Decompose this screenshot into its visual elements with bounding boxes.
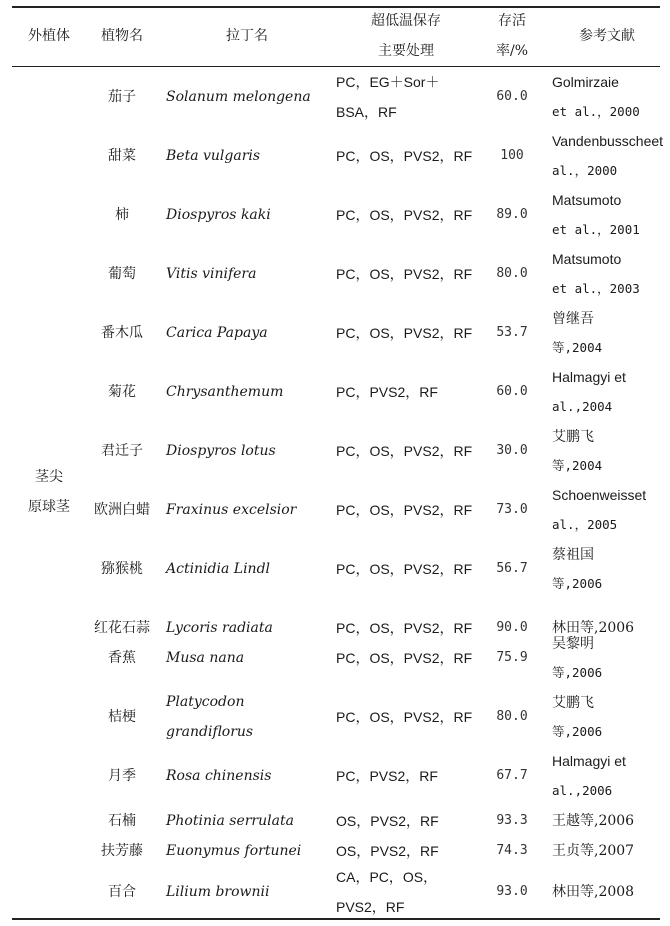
reference-line2: et al.，2003 xyxy=(552,281,640,296)
treatment-line2: BSA，RF xyxy=(336,104,397,120)
reference-line2: al.,2006 xyxy=(552,783,613,798)
survival-rate-cell: 67.7 xyxy=(496,768,528,783)
plant-name-cell: 茄子 xyxy=(108,89,136,105)
latin-name-line1: Platycodon xyxy=(166,694,245,710)
plant-name-cell: 菊花 xyxy=(108,384,136,400)
treatment-cell: PC，OS，PVS2，RF xyxy=(336,266,473,282)
latin-name-cell: Rosa chinensis xyxy=(166,768,272,784)
plant-name-cell: 石楠 xyxy=(108,813,136,829)
plant-name-cell: 柿 xyxy=(115,207,129,223)
treatment-cell: PC，PVS2，RF xyxy=(336,768,438,784)
treatment-cell xyxy=(336,67,476,127)
latin-name-cell: Musa nana xyxy=(166,650,245,666)
reference-cell xyxy=(552,244,670,304)
reference-cell xyxy=(552,746,670,806)
explant-line2: 原球茎 xyxy=(28,499,70,515)
reference-line2: et al.，2001 xyxy=(552,222,640,237)
reference-line2: 等,2006 xyxy=(552,724,603,739)
latin-name-cell: Lycoris radiata xyxy=(166,620,273,636)
reference-line2: 等,2004 xyxy=(552,340,603,355)
treatment-cell: PC，OS，PVS2，RF xyxy=(336,207,473,223)
treatment-cell xyxy=(336,862,476,922)
latin-name-cell: Euonymus fortunei xyxy=(166,843,302,859)
reference-line1: 艾鹏飞 xyxy=(552,428,594,444)
reference-line1: Golmirzaie xyxy=(552,74,619,90)
treatment-cell: PC，OS，PVS2，RF xyxy=(336,443,473,459)
latin-name-cell: Diospyros lotus xyxy=(166,443,276,459)
header-survival-line2: 率/% xyxy=(495,43,529,59)
reference-line2: al.,2004 xyxy=(552,399,613,414)
reference-line1: 蔡祖国 xyxy=(552,546,594,562)
header-treatment-line1: 超低温保存 xyxy=(371,13,441,29)
plant-name-cell: 君迁子 xyxy=(101,443,143,459)
header-survival-line1: 存活 xyxy=(498,13,526,29)
latin-name-cell: Solanum melongena xyxy=(166,89,311,105)
survival-rate-cell: 53.7 xyxy=(496,325,528,340)
treatment-cell: PC，OS，PVS2，RF xyxy=(336,325,473,341)
reference-cell xyxy=(552,480,670,540)
treatment-cell: PC，OS，PVS2，RF xyxy=(336,650,473,666)
plant-name-cell: 月季 xyxy=(108,768,136,784)
latin-name-cell: Beta vulgaris xyxy=(166,148,261,164)
reference-cell xyxy=(552,185,670,245)
reference-cell xyxy=(552,303,670,363)
survival-rate-cell: 73.0 xyxy=(496,502,528,517)
treatment-line2: PVS2，RF xyxy=(336,899,405,915)
survival-rate-cell: 56.7 xyxy=(496,561,528,576)
survival-rate-cell: 30.0 xyxy=(496,443,528,458)
latin-name-cell: Actinidia Lindl xyxy=(166,561,271,577)
plant-name-cell: 香蕉 xyxy=(108,650,136,666)
plant-name-cell: 甜菜 xyxy=(108,148,136,164)
reference-line2: al.，2000 xyxy=(552,163,618,178)
survival-rate-cell: 93.3 xyxy=(496,813,528,828)
plant-name-cell: 扶芳藤 xyxy=(101,843,143,859)
latin-name-line2: grandiflorus xyxy=(166,724,254,740)
reference-line1: Halmagyi et xyxy=(552,753,626,769)
survival-rate-cell: 100 xyxy=(500,148,524,163)
reference-cell xyxy=(552,362,670,422)
treatment-cell: PC，OS，PVS2，RF xyxy=(336,709,473,725)
reference-line1: Matsumoto xyxy=(552,192,622,208)
latin-name-cell: Chrysanthemum xyxy=(166,384,284,400)
latin-name-cell: Fraxinus excelsior xyxy=(166,502,297,518)
reference-line1: Halmagyi et xyxy=(552,369,626,385)
reference-cell xyxy=(552,687,670,747)
survival-rate-cell: 89.0 xyxy=(496,207,528,222)
survival-rate-cell: 75.9 xyxy=(496,650,528,665)
plant-name-cell: 桔梗 xyxy=(108,709,136,725)
reference-cell: 林田等,2006 xyxy=(552,620,635,636)
reference-line1: 吴黎明 xyxy=(552,635,594,651)
reference-cell: 王贞等,2007 xyxy=(552,843,635,859)
latin-name-cell: Diospyros kaki xyxy=(166,207,271,223)
plant-name-cell: 番木瓜 xyxy=(101,325,143,341)
header-explant: 外植体 xyxy=(28,28,70,44)
reference-cell xyxy=(552,126,670,186)
header-survival xyxy=(484,6,540,66)
explant-line1: 茎尖 xyxy=(35,469,63,485)
reference-line1: Vandenbusscheet xyxy=(552,133,664,149)
treatment-cell: PC，OS，PVS2，RF xyxy=(336,620,473,636)
header-plant: 植物名 xyxy=(101,28,143,44)
reference-line2: 等,2006 xyxy=(552,576,603,591)
reference-cell xyxy=(552,67,670,127)
survival-rate-cell: 60.0 xyxy=(496,384,528,399)
treatment-cell: PC，OS，PVS2，RF xyxy=(336,502,473,518)
plant-name-cell: 欧洲白蜡 xyxy=(94,502,150,518)
reference-cell xyxy=(552,539,670,599)
treatment-cell: PC，OS，PVS2，RF xyxy=(336,148,473,164)
reference-cell: 林田等,2008 xyxy=(552,884,635,900)
reference-line1: Matsumoto xyxy=(552,251,622,267)
reference-line2: 等,2004 xyxy=(552,458,603,473)
plant-name-cell: 百合 xyxy=(108,884,136,900)
treatment-cell: OS，PVS2，RF xyxy=(336,843,439,859)
latin-name-cell: Carica Papaya xyxy=(166,325,268,341)
survival-rate-cell: 80.0 xyxy=(496,709,528,724)
treatment-line1: CA，PC，OS， xyxy=(336,869,438,885)
latin-name-cell: Lilium brownii xyxy=(166,884,270,900)
reference-cell xyxy=(552,421,670,481)
reference-cell xyxy=(552,628,670,688)
survival-rate-cell: 60.0 xyxy=(496,89,528,104)
reference-line2: al.，2005 xyxy=(552,517,618,532)
plant-name-cell: 红花石蒜 xyxy=(94,620,150,636)
latin-name-cell xyxy=(166,687,328,747)
survival-rate-cell: 93.0 xyxy=(496,884,528,899)
reference-line2: 等,2006 xyxy=(552,665,603,680)
survival-rate-cell: 90.0 xyxy=(496,620,528,635)
treatment-line1: PC，EG＋Sor＋ xyxy=(336,74,440,90)
latin-name-cell: Vitis vinifera xyxy=(166,266,257,282)
survival-rate-cell: 80.0 xyxy=(496,266,528,281)
header-latin: 拉丁名 xyxy=(226,28,268,44)
explant-group-label xyxy=(18,462,80,522)
plant-name-cell: 葡萄 xyxy=(108,266,136,282)
plant-name-cell: 猕猴桃 xyxy=(101,561,143,577)
treatment-cell: OS，PVS2，RF xyxy=(336,813,439,829)
survival-rate-cell: 74.3 xyxy=(496,843,528,858)
header-treatment-line2: 主要处理 xyxy=(378,43,434,59)
treatment-cell: PC，PVS2，RF xyxy=(336,384,438,400)
header-reference: 参考文献 xyxy=(579,28,635,44)
reference-cell: 王越等,2006 xyxy=(552,813,635,829)
reference-line1: 曾继吾 xyxy=(552,310,594,326)
reference-line2: et al.，2000 xyxy=(552,104,640,119)
latin-name-cell: Photinia serrulata xyxy=(166,813,294,829)
treatment-cell: PC，OS，PVS2，RF xyxy=(336,561,473,577)
reference-line1: Schoenweisset xyxy=(552,487,647,503)
header-treatment xyxy=(336,6,476,66)
reference-line1: 艾鹏飞 xyxy=(552,694,594,710)
